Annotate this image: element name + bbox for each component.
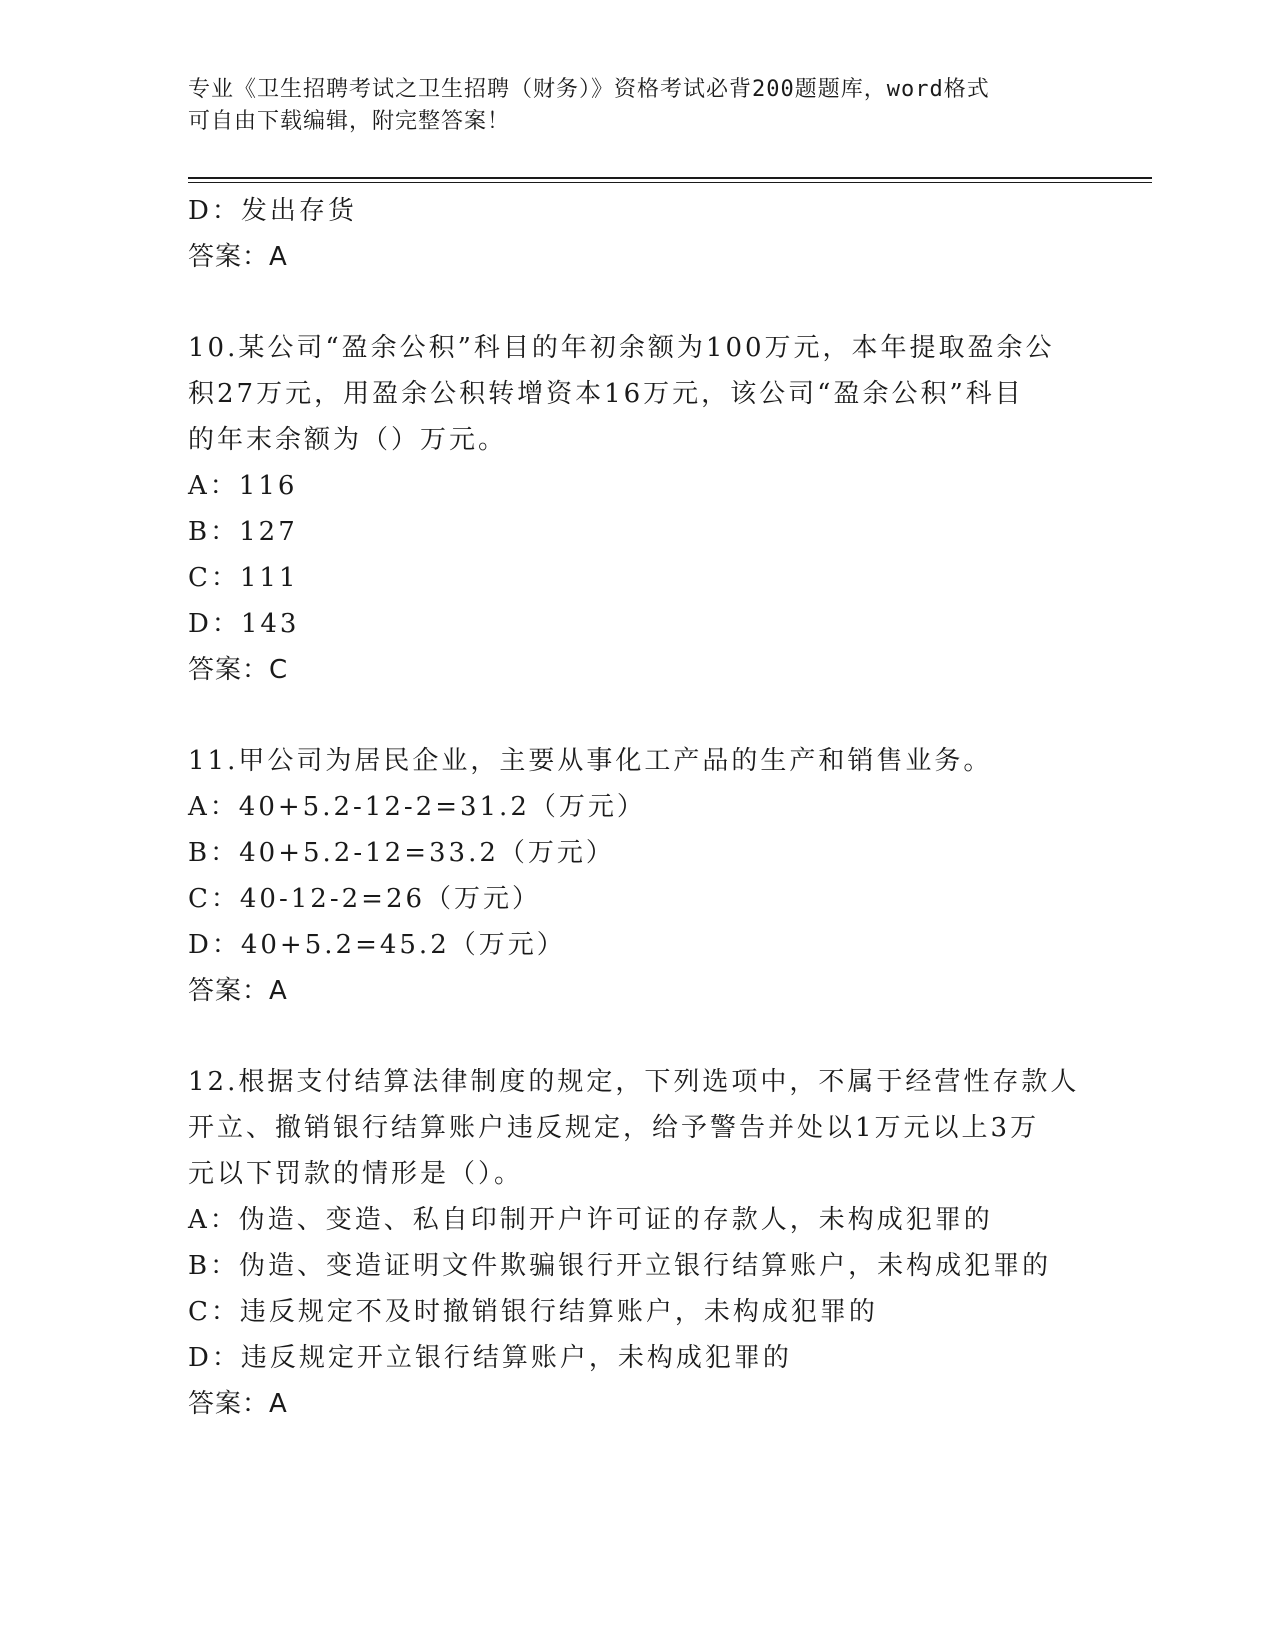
- stem-line: 积27万元，用盈余公积转增资本16万元，该公司“盈余公积”科目: [188, 379, 1024, 409]
- header-divider-thin: [188, 182, 1152, 183]
- document-body: [188, 188, 1088, 1427]
- option-d: D：143: [188, 609, 300, 639]
- question-stem: [188, 1059, 1088, 1197]
- option-d: D：发出存货: [188, 196, 357, 226]
- stem-line: 开立、撤销银行结算账户违反规定，给予警告并处以1万元以上3万: [188, 1113, 1040, 1143]
- page-header: [188, 74, 1088, 138]
- answer-line: 答案：A: [188, 1389, 288, 1419]
- stem-line: 元以下罚款的情形是（）。: [188, 1159, 524, 1189]
- option-b: B：40+5.2-12=33.2（万元）: [188, 838, 615, 868]
- option-a: A：伪造、变造、私自印制开户许可证的存款人，未构成犯罪的: [188, 1205, 993, 1235]
- option-c: C：违反规定不及时撤销银行结算账户，未构成犯罪的: [188, 1297, 878, 1327]
- previous-question-tail: [188, 188, 1088, 280]
- option-d: D：违反规定开立银行结算账户，未构成犯罪的: [188, 1343, 792, 1373]
- answer-line: 答案：C: [188, 655, 289, 685]
- option-b: B：127: [188, 517, 298, 547]
- header-divider-thick: [188, 177, 1152, 179]
- option-a: A：116: [188, 471, 298, 501]
- question-11: [188, 738, 1088, 1014]
- question-10: [188, 325, 1088, 693]
- stem-line: 11.甲公司为居民企业，主要从事化工产品的生产和销售业务。: [188, 746, 993, 776]
- answer-line: 答案：A: [188, 976, 288, 1006]
- answer-line: 答案：A: [188, 242, 288, 272]
- question-stem: [188, 738, 1088, 784]
- question-12: [188, 1059, 1088, 1427]
- stem-line: 12.根据支付结算法律制度的规定，下列选项中，不属于经营性存款人: [188, 1067, 1080, 1097]
- option-b: B：伪造、变造证明文件欺骗银行开立银行结算账户，未构成犯罪的: [188, 1251, 1052, 1281]
- option-c: C：40-12-2=26（万元）: [188, 884, 542, 914]
- option-d: D：40+5.2=45.2（万元）: [188, 930, 566, 960]
- option-c: C：111: [188, 563, 299, 593]
- header-line-1: 专业《卫生招聘考试之卫生招聘（财务）》资格考试必背200题题库，word格式: [188, 77, 990, 102]
- stem-line: 的年末余额为（）万元。: [188, 425, 508, 455]
- question-stem: [188, 325, 1088, 463]
- stem-line: 10.某公司“盈余公积”科目的年初余额为100万元，本年提取盈余公: [188, 333, 1055, 363]
- option-a: A：40+5.2-12-2=31.2（万元）: [188, 792, 646, 822]
- header-line-2: 可自由下载编辑，附完整答案！: [188, 109, 511, 134]
